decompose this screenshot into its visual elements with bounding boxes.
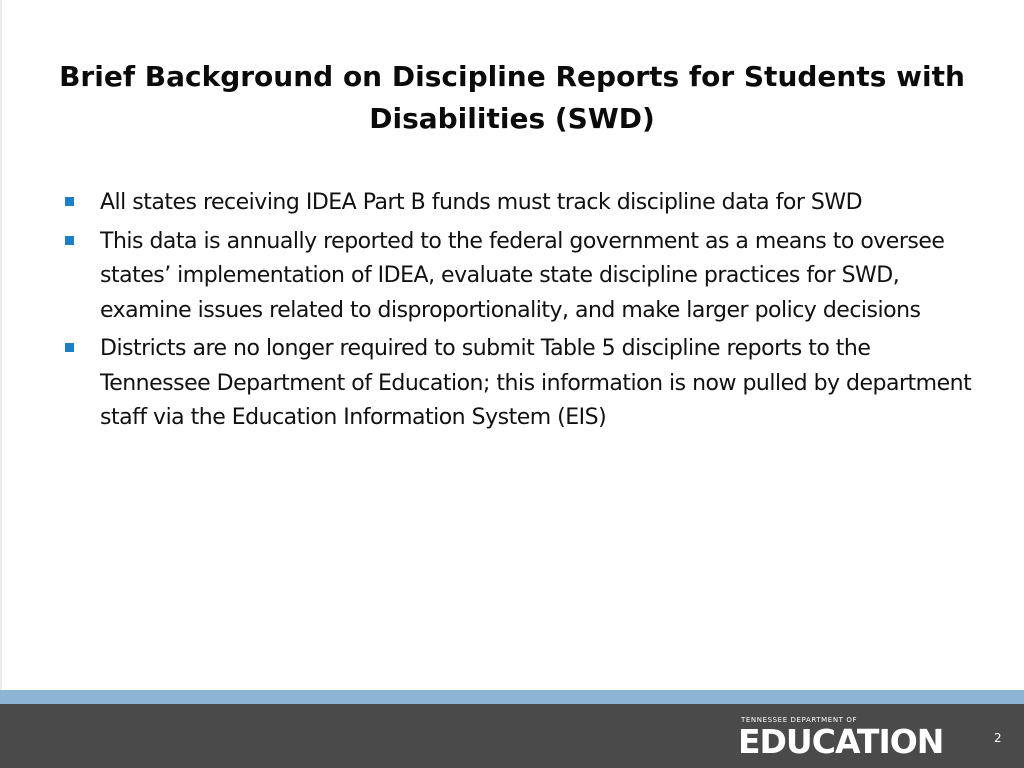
footer-accent-stripe [0, 690, 1024, 704]
square-bullet-icon [65, 236, 74, 245]
logo-wordmark: EDUCATION [738, 722, 944, 761]
bullet-text: Districts are no longer required to submit Table 5 discipline reports to the Tennessee Department of Education; this information is now pulled by department staff via the Education Information System (EIS) [100, 336, 972, 430]
slide-left-edge [0, 0, 2, 690]
bullet-item [62, 225, 972, 329]
page-number: 2 [994, 731, 1002, 745]
slide-title: Brief Background on Discipline Reports for Students with Disabilities (SWD) [59, 60, 965, 135]
square-bullet-icon [65, 343, 74, 352]
bullet-item [62, 186, 972, 221]
bullet-item [62, 332, 972, 436]
bullet-text: All states receiving IDEA Part B funds must track discipline data for SWD [100, 190, 863, 215]
bullet-text: This data is annually reported to the federal government as a means to oversee states’ implementation of IDEA, evaluate state discipline practices for SWD, examine issues related to disproportionality, and make larger policy decisions [100, 228, 945, 323]
department-logo [738, 716, 970, 760]
logo-subtitle: TENNESSEE DEPARTMENT OF [741, 716, 858, 724]
bullet-list [62, 186, 972, 440]
square-bullet-icon [65, 197, 74, 206]
